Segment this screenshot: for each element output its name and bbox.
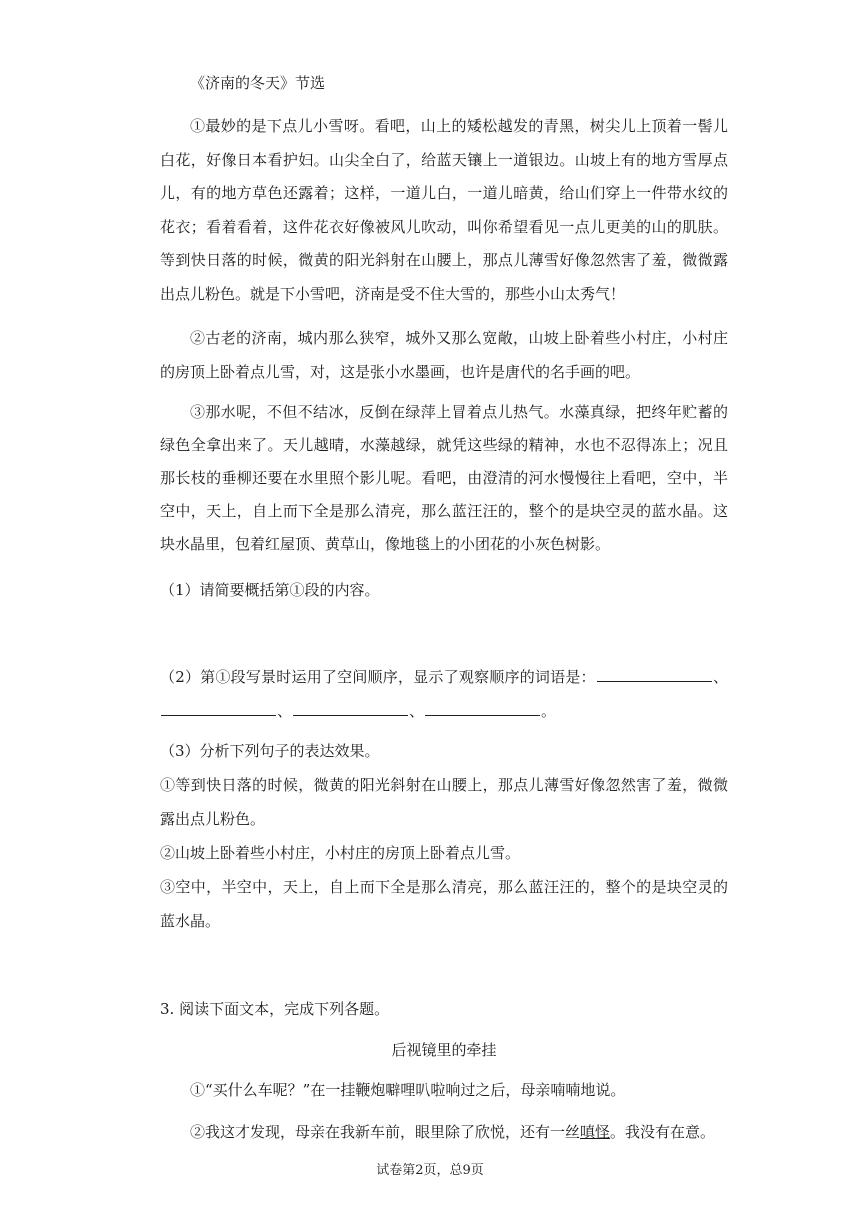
section-3-title: 后视镜里的牵挂 (391, 1041, 497, 1059)
section-3-paragraph-2 (160, 1116, 728, 1150)
answer-blank-1[interactable] (597, 667, 712, 682)
sentence-end: 。 (541, 701, 557, 720)
answer-blank-2[interactable] (161, 701, 276, 716)
passage-paragraph-1: ①最妙的是下点儿小雪呀。看吧，山上的矮松越发的青黑，树尖儿上顶着一髻儿白花，好像日本看护妇。山尖全白了，给蓝天镶上一道银边。山坡上有的地方雪厚点儿，有的地方草色还露着；这样，一道儿白，一道儿暗黄，给山们穿上一件带水纹的花衣；看着看着，这件花衣好像被风儿吹动，叫你希望看见一点儿更美的山的肌肤。等到快日落的时候，微黄的阳光斜射在山腰上，那点儿薄雪好像忽然害了羞，微微露出点儿粉色。就是下小雪吧，济南是受不住大雪的，那些小山太秀气！ (160, 117, 728, 303)
page-footer: 试卷第2页，总9页 (376, 1163, 484, 1178)
separator: 、 (409, 701, 425, 720)
section-3-paragraph-1: ①“买什么车呢？”在一挂鞭炮噼哩叭啦响过之后，母亲喃喃地说。 (190, 1081, 626, 1099)
question-3-item-3: ③空中，半空中，天上，自上而下全是那么清亮，那么蓝汪汪的，整个的是块空灵的蓝水晶。 (160, 878, 728, 930)
passage-title: 《济南的冬天》节选 (190, 74, 326, 92)
paragraph-text: 。我没有在意。 (610, 1123, 716, 1141)
question-3: （3）分析下列句子的表达效果。 (160, 742, 380, 760)
answer-blank-3[interactable] (293, 701, 408, 716)
passage-paragraph-3: ③那水呢，不但不结冰，反倒在绿萍上冒着点儿热气。水藻真绿，把终年贮蓄的绿色全拿出来了。天儿越晴，水藻越绿，就凭这些绿的精神，水也不忍得冻上；况且那长枝的垂柳还要在水里照个影儿呢。看吧，由澄清的河水慢慢往上看吧，空中，半空中，天上，自上而下全是那么清亮，那么蓝汪汪的，整个的是块空灵的蓝水晶。这块水晶里，包着红屋顶、黄草山，像地毯上的小团花的小灰色树影。 (160, 403, 728, 553)
passage-paragraph-2: ②古老的济南，城内那么狭窄，城外又那么宽敞，山坡上卧着些小村庄，小村庄的房顶上卧着点儿雪，对，这是张小水墨画，也许是唐代的名手画的吧。 (160, 329, 728, 381)
paragraph-text: ②我这才发现，母亲在我新车前，眼里除了欣悦，还有一丝 (190, 1123, 581, 1141)
section-3-heading: 3. 阅读下面文本，完成下列各题。 (160, 1000, 390, 1018)
question-3-item-1: ①等到快日落的时候，微黄的阳光斜射在山腰上，那点儿薄雪好像忽然害了羞，微微露出点儿粉色。 (160, 776, 728, 828)
answer-blank-4[interactable] (425, 701, 540, 716)
question-1: （1）请简要概括第①段的内容。 (160, 581, 380, 599)
question-2-text: （2）第①段写景时运用了空间顺序，显示了观察顺序的词语是： (160, 668, 596, 686)
question-2 (160, 661, 728, 728)
underlined-word: 嗔怪 (580, 1123, 611, 1141)
separator: 、 (277, 701, 293, 720)
question-3-item-2: ②山坡上卧着些小村庄，小村庄的房顶上卧着点儿雪。 (160, 844, 521, 862)
separator: 、 (712, 668, 728, 686)
